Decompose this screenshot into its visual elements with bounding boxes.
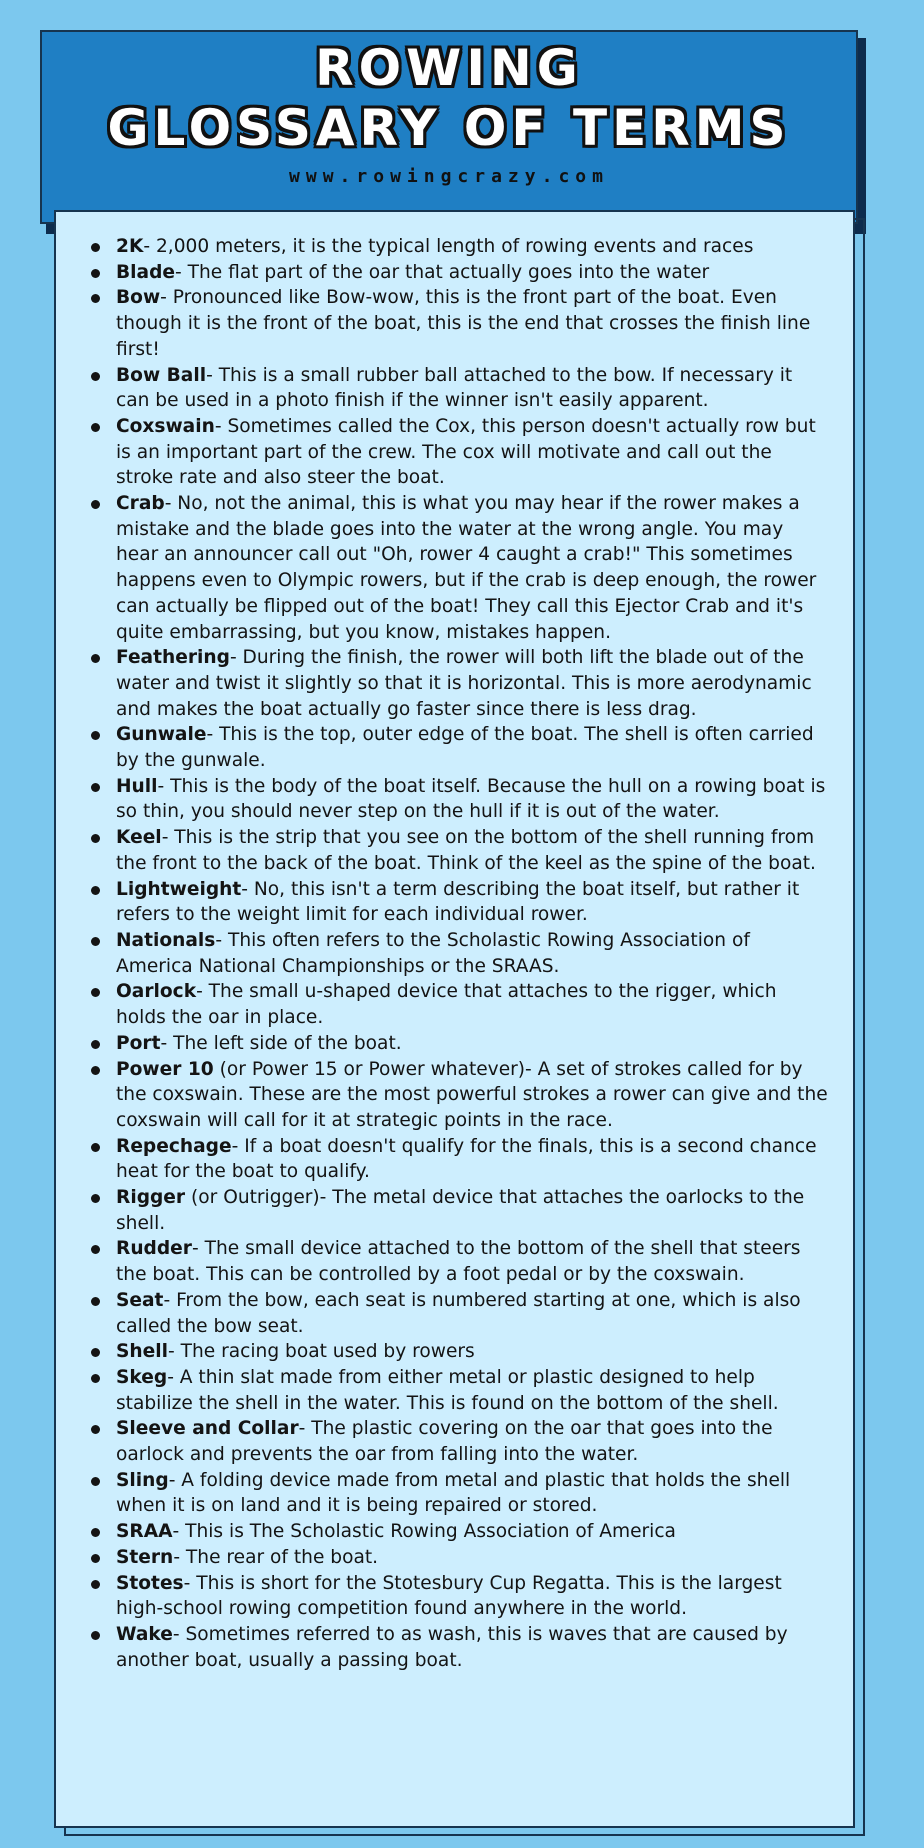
glossary-term: 2K [116,236,144,257]
glossary-term: Power 10 [116,1058,214,1080]
glossary-entry [84,645,831,722]
glossary-term: Feathering [116,647,230,669]
glossary-entry [84,1519,831,1545]
glossary-list [84,234,831,1673]
glossary-entry [84,234,831,260]
glossary-entry [84,1545,831,1571]
glossary-term: Wake [116,1623,173,1645]
glossary-term: Stern [116,1546,174,1568]
glossary-definition: - No, not the animal, this is what you may hear if the rower makes a mistake and the blade goes into the water at the wrong angle. You may hear an announcer call out "Oh, rower 4 caught a crab!" This sometimes happens even to Olympic rowers, but if the crab is deep enough, the rower can actually be flipped out of the boat! They call this Ejector Crab and it's quite embarrassing, but you know, mistakes happen. [116,493,817,643]
glossary-term: Seat [116,1289,164,1311]
glossary-definition: - The small device attached to the bottom of the shell that steers the boat. This can be controlled by a foot pedal or by the coxswain. [116,1238,801,1286]
glossary-definition: - A set of strokes called for by the coxswain. These are the most powerful strokes a rower can give and the coxswain will call for it at strategic points in the race. [116,1058,828,1131]
glossary-definition: - This is The Scholastic Rowing Association of America [172,1521,676,1543]
glossary-entry [84,363,831,414]
glossary-term: Sling [116,1469,169,1491]
glossary-definition: - From the bow, each seat is numbered starting at one, which is also called the bow seat. [116,1289,801,1337]
glossary-entry [84,414,831,491]
glossary-entry [84,1134,831,1185]
page-title-line2: GLOSSARY OF TERMS [107,99,791,157]
glossary-term: Hull [116,775,158,797]
glossary-definition: - The plastic covering on the oar that goes into the oarlock and prevents the oar from falling into the water. [116,1418,773,1466]
glossary-entry [84,825,831,876]
glossary-entry [84,1416,831,1467]
glossary-definition: - 2,000 meters, it is the typical length of rowing events and races [143,236,754,257]
glossary-definition: - No, this isn't a term describing the boat itself, but rather it refers to the weight limit for each individual rower. [116,878,800,926]
glossary-term: Crab [116,493,165,515]
glossary-entry [84,1365,831,1416]
title-banner [40,30,858,224]
glossary-entry [84,1288,831,1339]
glossary-term: Rudder [116,1238,192,1260]
glossary-term: Repechage [116,1135,232,1157]
glossary-definition: - If a boat doesn't qualify for the finals, this is a second chance heat for the boat to qualify. [116,1135,817,1183]
glossary-panel [54,210,855,1828]
glossary-entry [84,1185,831,1236]
glossary-entry [84,877,831,928]
glossary-definition: - This often refers to the Scholastic Rowing Association of America National Championships or the SRAAS. [116,929,750,977]
glossary-definition: - This is a small rubber ball attached to the bow. If necessary it can be used in a photo finish if the winner isn't easily apparent. [116,364,793,412]
glossary-definition: - This is short for the Stotesbury Cup Regatta. This is the largest high-school rowing competition found anywhere in the world. [116,1572,782,1620]
glossary-entry [84,1622,831,1673]
glossary-definition: - The rear of the boat. [173,1546,379,1568]
website-url: www.rowingcrazy.com [289,166,609,187]
glossary-term: Skeg [116,1366,168,1388]
glossary-term: Stotes [116,1572,184,1594]
glossary-definition: - During the finish, the rower will both lift the blade out of the water and twist it slightly so that it is horizontal. This is more aerodynamic and makes the boat actually go faster since there is less drag. [116,647,812,720]
glossary-term: Gunwale [116,724,207,746]
glossary-definition: - Pronounced like Bow-wow, this is the front part of the boat. Even though it is the front of the boat, this is the end that crosses the finish line first! [116,287,811,360]
glossary-entry [84,722,831,773]
glossary-entry [84,1339,831,1365]
glossary-term: SRAA [116,1521,173,1543]
glossary-term: Bow [116,287,161,309]
glossary-definition: - Sometimes called the Cox, this person doesn't actually row but is an important part of the crew. The cox will motivate and call out the stroke rate and also steer the boat. [116,415,816,489]
glossary-term: Port [116,1032,161,1054]
page-title-line1: ROWING [315,39,583,97]
glossary-qualifier: (or Power 15 or Power whatever) [213,1058,526,1080]
glossary-term: Lightweight [116,878,242,900]
glossary-definition: - The left side of the boat. [160,1032,402,1054]
glossary-term: Nationals [116,929,216,951]
glossary-definition: - The metal device that attaches the oarlocks to the shell. [116,1187,805,1234]
glossary-definition: - A thin slat made from either metal or plastic designed to help stabilize the shell in the water. This is found on the bottom of the shell. [116,1366,779,1414]
glossary-term: Sleeve and Collar [116,1418,299,1440]
glossary-term: Bow Ball [116,364,207,386]
glossary-term: Keel [116,827,162,849]
glossary-definition: - This is the top, outer edge of the boat. The shell is often carried by the gunwale. [116,724,814,772]
glossary-term: Oarlock [116,981,197,1003]
glossary-entry [84,928,831,979]
glossary-entry [84,979,831,1030]
glossary-definition: - The flat part of the oar that actually goes into the water [175,261,710,283]
glossary-entry [84,1571,831,1622]
glossary-entry [84,1468,831,1519]
glossary-entry [84,1236,831,1287]
glossary-entry [84,1031,831,1057]
glossary-definition: - The small u-shaped device that attaches to the rigger, which holds the oar in place. [116,981,777,1029]
glossary-term: Rigger [116,1187,186,1209]
glossary-term: Blade [116,261,176,283]
glossary-definition: - This is the body of the boat itself. Because the hull on a rowing boat is so thin, you should never step on the hull if it is out of the water. [116,775,826,823]
glossary-definition: - This is the strip that you see on the bottom of the shell running from the front to the back of the boat. Think of the keel as the spine of the boat. [116,827,816,874]
glossary-entry [84,491,831,645]
glossary-definition: - The racing boat used by rowers [168,1341,475,1363]
glossary-definition: - A folding device made from metal and plastic that holds the shell when it is on land and it is being repaired or stored. [116,1469,791,1517]
glossary-term: Coxswain [116,415,215,437]
glossary-entry [84,774,831,825]
glossary-term: Shell [116,1341,168,1363]
glossary-entry [84,285,831,362]
glossary-entry [84,260,831,286]
glossary-entry [84,1057,831,1134]
glossary-qualifier: (or Outrigger) [185,1187,320,1209]
glossary-definition: - Sometimes referred to as wash, this is waves that are caused by another boat, usually a passing boat. [116,1623,788,1671]
